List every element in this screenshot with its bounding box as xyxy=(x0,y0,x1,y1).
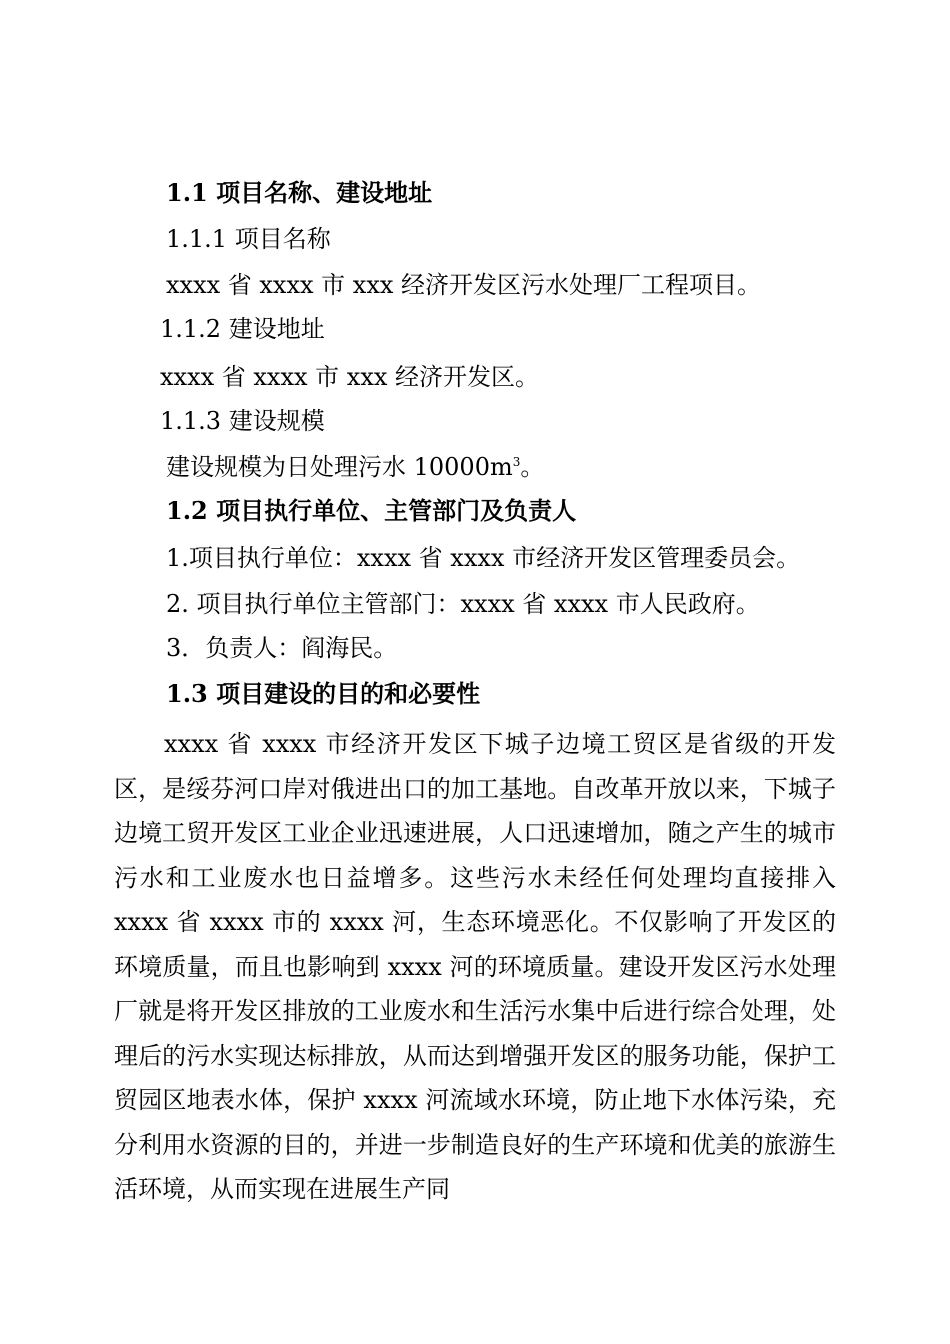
subsection-heading-1-1-2: 1.1.2 建设地址 xyxy=(160,315,325,343)
scale-superscript: 3 xyxy=(512,455,521,469)
scale-text-main: 建设规模为日处理污水 10000m xyxy=(166,453,513,481)
subsection-heading-1-1-1: 1.1.1 项目名称 xyxy=(166,225,331,253)
list-item-3: 3．负责人：阎海民。 xyxy=(166,634,398,662)
section-heading-1-1: 1.1 项目名称、建设地址 xyxy=(166,178,433,207)
body-paragraph: xxxx 省 xxxx 市经济开发区下城子边境工贸区是省级的开发区，是绥芬河口岸对俄进出口的加工基地。自改革开放以来，下城子边境工贸开发区工业企业迅速进展，人口迅速增加，随之产生的城市污水和工业废水也日益增多。这些污水未经任何处理均直接排入 xxxx 省 xxxx 市的 xxxx 河，生态环境恶化。不仅影响了开发区的环境质量，而且也影响到 xxxx 河的环境质量。建设开发区污水处理厂就是将开发区排放的工业废水和生活污水集中后进行综合处理，处理后的污水实现达标排放，从而达到增强开发区的服务功能，保护工贸园区地表水体，保护 xxxx 河流域水环境，防止地下水体污染，充分利用水资源的目的，并进一步制造良好的生产环境和优美的旅游生活环境，从而实现在进展生产同 xyxy=(114,730,836,1203)
list-item-2: 2. 项目执行单位主管部门：xxxx 省 xxxx 市人民政府。 xyxy=(166,590,760,618)
subsection-heading-1-1-3: 1.1.3 建设规模 xyxy=(160,407,325,435)
section-heading-1-2: 1.2 项目执行单位、主管部门及负责人 xyxy=(166,496,577,525)
section-heading-1-3: 1.3 项目建设的目的和必要性 xyxy=(166,679,481,708)
scale-text xyxy=(166,452,544,482)
address-text: xxxx 省 xxxx 市 xxx 经济开发区。 xyxy=(160,363,540,391)
project-name-text: xxxx 省 xxxx 市 xxx 经济开发区污水处理厂工程项目。 xyxy=(166,271,762,299)
list-item-1: 1.项目执行单位：xxxx 省 xxxx 市经济开发区管理委员会。 xyxy=(166,544,801,572)
scale-text-end: 。 xyxy=(520,453,545,481)
